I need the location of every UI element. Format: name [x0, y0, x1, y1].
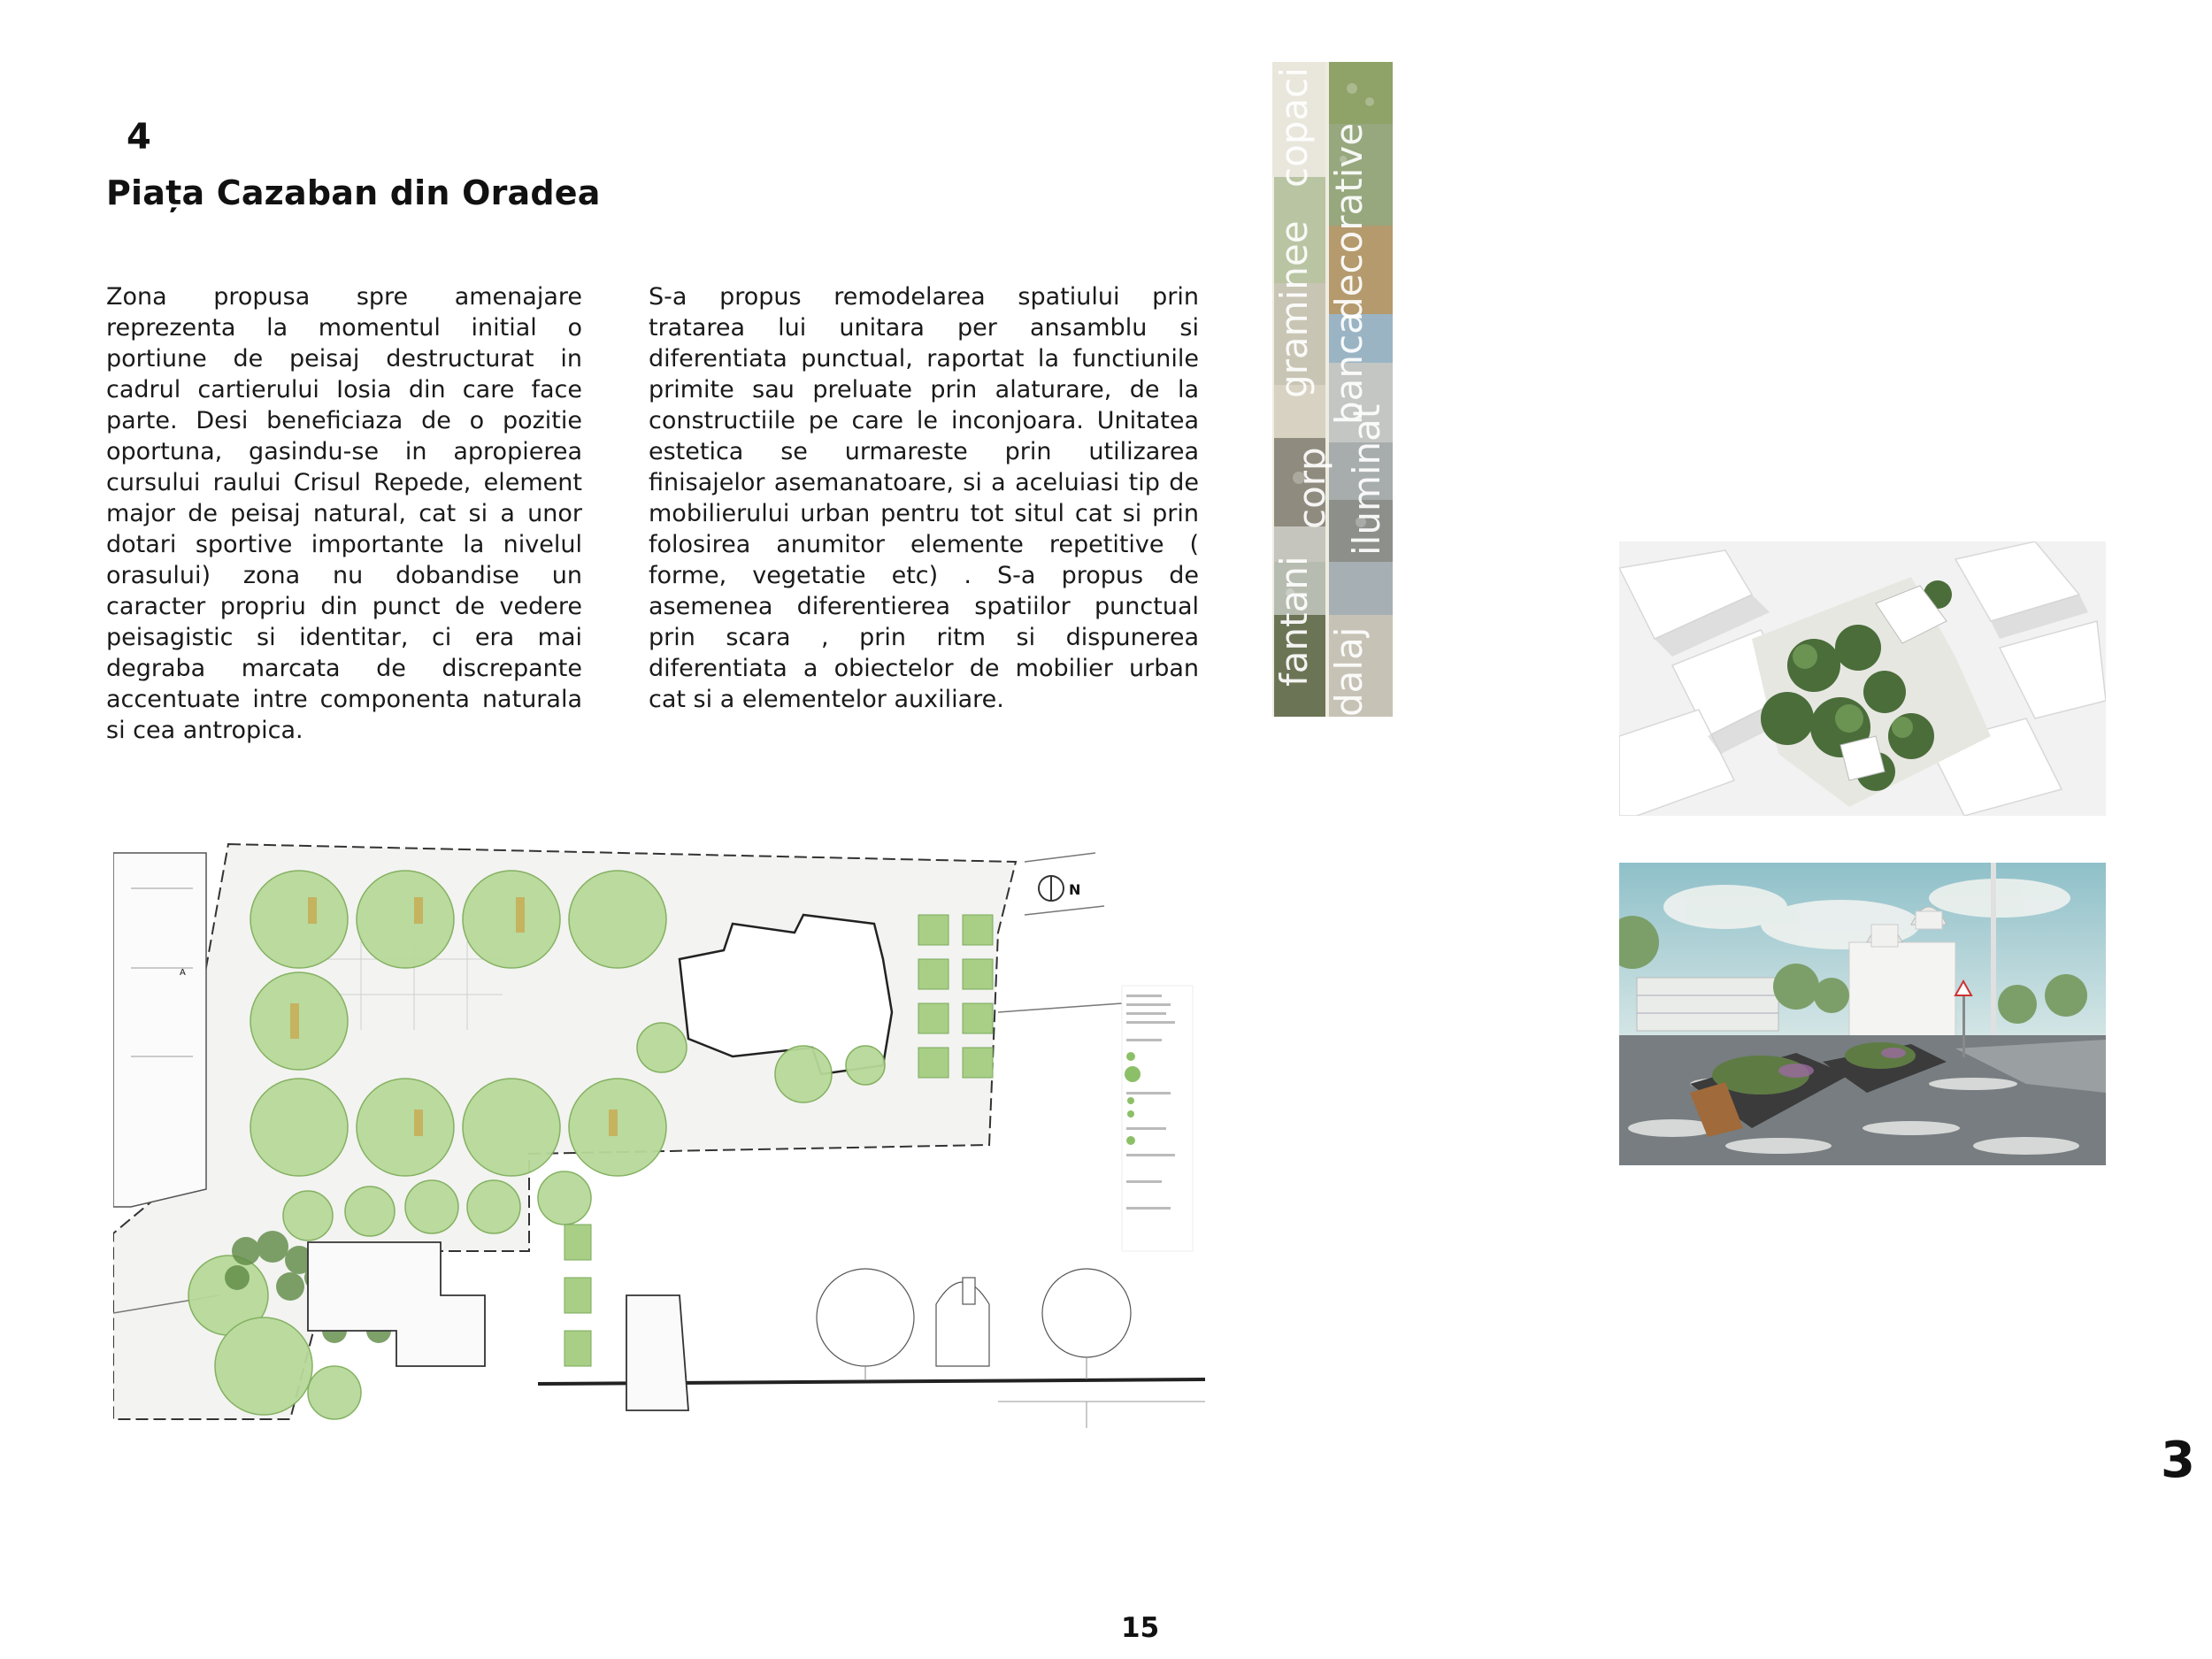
- street-perspective-image: [1619, 863, 2106, 1165]
- site-plan: [113, 835, 1205, 1428]
- strip-word-copaci: copaci: [1272, 67, 1316, 188]
- strip-word-dalaj: dalaj: [1327, 626, 1371, 717]
- text-column-left: Zona propusa spre amenajare reprezenta la momentul initial o portiune de peisaj destructurat in cadrul cartierului Iosia din care face parte. Desi beneficiaza de o pozitie oportuna, gasindu-se in apropierea cursului raului Crisul Repede, element major de peisaj natural, cat si a unor dotari sportive importante la nivelul orasului) zona nu dobandise un caracter propriu din punct de vedere peisagistic si identitar, ci era mai degraba marcata de discrepante accentuate intre componenta naturala si cea antropica.: [106, 283, 582, 744]
- material-palette-strip: [1272, 62, 1393, 717]
- section-label: A: [180, 968, 186, 978]
- aerial-render: [1619, 541, 2106, 816]
- strip-word-fantani: fantani: [1272, 556, 1316, 687]
- strip-word-banca: banca: [1327, 311, 1371, 425]
- chapter-number: 4: [127, 117, 151, 157]
- page-number: 15: [1121, 1612, 1160, 1644]
- north-label: N: [1069, 881, 1081, 898]
- street-perspective-render: [1619, 863, 2106, 1165]
- page-title: Piața Cazaban din Oradea: [106, 173, 601, 212]
- strip-word-iluminat: iluminat: [1345, 403, 1388, 556]
- aerial-render-image: [1619, 541, 2106, 816]
- strip-word-decorative: decorative: [1327, 122, 1371, 320]
- strip-word-corp: corp: [1290, 447, 1333, 529]
- strip-word-graminee: graminee: [1272, 220, 1316, 398]
- text-column-right: S-a propus remodelarea spatiului prin tratarea lui unitara per ansamblu si diferentiata punctual, raportat la functiunile primite sau preluate prin alaturare, de la constructiile pe care le inconjoara. Unitatea estetica se urmareste prin utilizarea finisajelor asemanatoare, si a aceluiasi tip de mobilierului urban pentru tot situl cat si prin folosirea anumitor elemente repetitive ( forme, vegetatie etc) . S-a propus de asemenea diferentierea spatiilor punctual prin scara , prin ritm si dispunerea diferentiata a obiectelor de mobilier urban cat si a elementelor auxiliare.: [649, 283, 1199, 713]
- side-number: 3: [2161, 1432, 2195, 1489]
- site-plan-drawing: [113, 835, 1205, 1428]
